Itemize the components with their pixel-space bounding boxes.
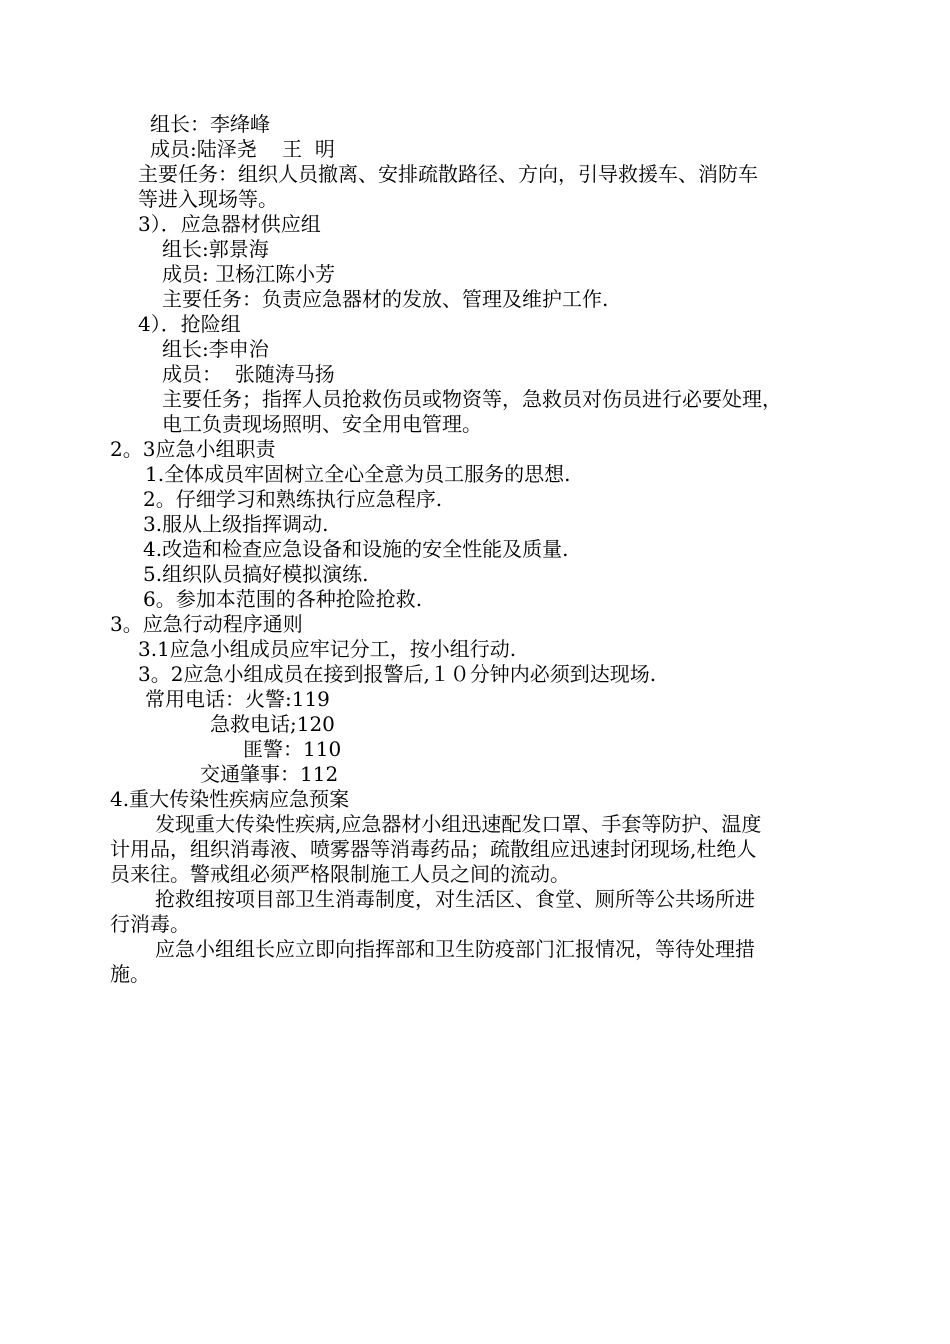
paragraph-line: 抢救组按项目部卫生消毒制度，对生活区、食堂、厕所等公共场所进 xyxy=(155,887,755,911)
section-heading: 4.重大传染性疾病应急预案 xyxy=(110,787,350,811)
text-line: 主要任务：负责应急器材的发放、管理及维护工作. xyxy=(162,287,609,311)
text-line: 成员： 张随涛马扬 xyxy=(162,362,335,386)
phone-line: 急救电话;120 xyxy=(210,712,335,736)
text-line: 主要任务；指挥人员抢救伤员或物资等，急救员对伤员进行必要处理， xyxy=(162,387,782,411)
text-line: 成员: 卫杨江陈小芳 xyxy=(162,262,336,286)
paragraph-line: 员来往。警戒组必须严格限制施工人员之间的流动。 xyxy=(110,862,570,886)
section-heading: 3）．应急器材供应组 xyxy=(138,212,321,236)
section-heading: 2。3应急小组职责 xyxy=(110,437,276,461)
text-line: 组长：李绛峰 xyxy=(150,112,270,136)
list-item: 2。仔细学习和熟练执行应急程序. xyxy=(143,487,443,511)
text-line: 3.1应急小组成员应牢记分工，按小组行动. xyxy=(138,637,517,661)
paragraph-line: 计用品，组织消毒液、喷雾器等消毒药品；疏散组应迅速封闭现场,杜绝人 xyxy=(110,837,757,861)
text-line: 组长:郭景海 xyxy=(162,237,269,261)
phone-line: 常用电话：火警:119 xyxy=(145,687,330,711)
list-item: 3.服从上级指挥调动. xyxy=(143,512,329,536)
text-line: 组长:李申治 xyxy=(162,337,269,361)
phone-line: 交通肇事：112 xyxy=(200,762,339,786)
list-item: 5.组织队员搞好模拟演练. xyxy=(143,562,369,586)
paragraph-line: 行消毒。 xyxy=(110,912,190,936)
list-item: 4.改造和检查应急设备和设施的安全性能及质量. xyxy=(143,537,569,561)
text-line: 电工负责现场照明、安全用电管理。 xyxy=(162,412,482,436)
text-line: 主要任务：组织人员撤离、安排疏散路径、方向，引导救援车、消防车 xyxy=(138,162,758,186)
paragraph-line: 应急小组组长应立即向指挥部和卫生防疫部门汇报情况，等待处理措 xyxy=(155,937,755,961)
list-item: 1.全体成员牢固树立全心全意为员工服务的思想. xyxy=(145,462,571,486)
text-line: 等进入现场等。 xyxy=(138,187,278,211)
paragraph-line: 施。 xyxy=(110,962,150,986)
section-heading: 4）．抢险组 xyxy=(138,312,241,336)
text-line: 成员:陆泽尧 王 明 xyxy=(150,137,335,161)
text-line: 3。2应急小组成员在接到报警后,１０分钟内必须到达现场. xyxy=(138,662,657,686)
paragraph-line: 发现重大传染性疾病,应急器材小组迅速配发口罩、手套等防护、温度 xyxy=(155,812,762,836)
phone-line: 匪警：110 xyxy=(243,737,342,761)
list-item: 6。参加本范围的各种抢险抢救. xyxy=(143,587,423,611)
section-heading: 3。应急行动程序通则 xyxy=(110,612,303,636)
